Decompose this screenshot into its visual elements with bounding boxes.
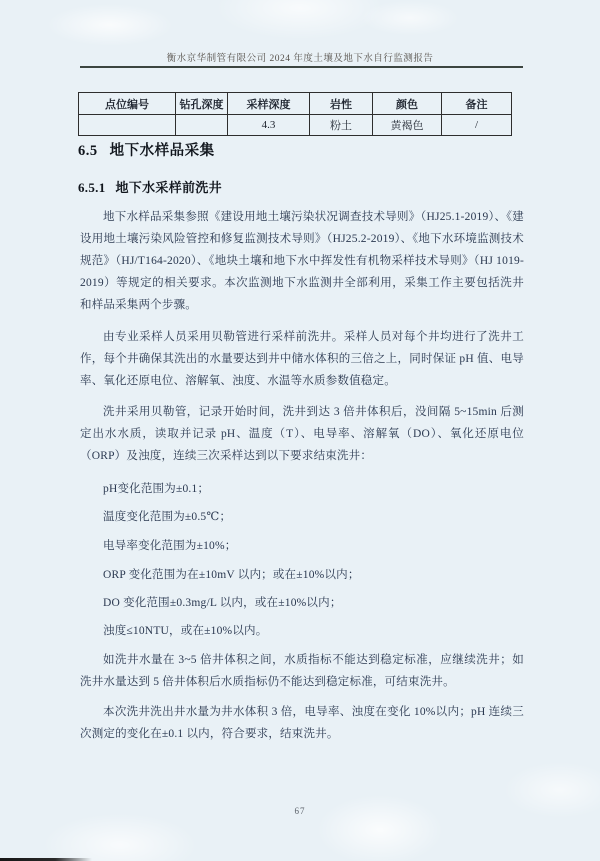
subsection-title: 地下水采样前洗井 — [115, 180, 222, 195]
table-row — [79, 115, 512, 136]
col-header-point-id: 点位编号 — [79, 93, 176, 115]
col-header-sample-depth: 采样深度 — [228, 93, 310, 115]
section-heading-6-5 — [78, 139, 215, 160]
criterion-turbidity: 浊度≤10NTU，或在±10%以内。 — [103, 625, 268, 637]
paragraph-standards-reference: 地下水样品采集参照《建设用地土壤污染状况调查技术导则》（HJ25.1-2019）、《建设用地土壤污染风险管控和修复监测技术导则》（HJ25.2-2019）、《地下水环境监测技术规范》（HJ/T164-2020）、《地块土壤和地下水中挥发性有机物采样技术导则》（HJ 1019-2019）等规定的相关要求。本次监测地下水监测井全部利用，采集工作主要包括洗井和样品采集两个步骤。 — [80, 211, 524, 311]
paragraph-purging-procedure: 洗井采用贝勒管，记录开始时间，洗井到达 3 倍井体积后，没间隔 5~15min 后测定出水水质，读取并记录 pH、温度（T）、电导率、溶解氧（DO）、氧化还原电位（ORP）及浊度，连续三次采样达到以下要求结束洗井： — [80, 406, 524, 462]
cell-color: 黄褐色 — [373, 115, 442, 136]
cell-lithology: 粉土 — [310, 115, 373, 136]
scan-edge-artifact — [0, 858, 92, 861]
col-header-lithology: 岩性 — [310, 93, 373, 115]
paragraph-purging-personnel: 由专业采样人员采用贝勒管进行采样前洗井。采样人员对每个井均进行了洗井工作，每个井确保其洗出的水量要达到井中储水体积的三倍之上，同时保证 pH 值、电导率、氧化还原电位、溶解氧、浊度、水温等水质参数值稳定。 — [80, 331, 524, 387]
sampling-info-table — [78, 92, 512, 136]
criterion-orp: ORP 变化范围为在±10mV 以内；或在±10%以内； — [103, 569, 360, 581]
criterion-conductivity: 电导率变化范围为±10%； — [103, 540, 237, 552]
page-header-title: 衡水京华制管有限公司 2024 年度土壤及地下水自行监测报告 — [166, 54, 434, 64]
cell-point-id — [79, 115, 176, 136]
col-header-remark: 备注 — [442, 93, 512, 115]
subsection-number: 6.5.1 — [78, 180, 106, 195]
cell-remark: / — [442, 115, 512, 136]
criterion-temperature: 温度变化范围为±0.5℃； — [103, 511, 232, 523]
col-header-color: 颜色 — [373, 93, 442, 115]
section-title: 地下水样品采集 — [109, 143, 215, 159]
section-heading-6-5-1 — [78, 177, 222, 196]
paragraph-purge-volume-rule: 如洗井水量在 3~5 倍井体积之间，水质指标不能达到稳定标准，应继续洗井；如洗井水量达到 5 倍井体积后水质指标仍不能达到稳定标准，可结束洗井。 — [80, 654, 524, 688]
criterion-do: DO 变化范围±0.3mg/L 以内，或在±10%以内； — [103, 597, 342, 609]
col-header-drill-depth: 钻孔深度 — [176, 93, 228, 115]
criterion-ph: pH变化范围为±0.1； — [103, 483, 210, 495]
paragraph-purge-result: 本次洗井洗出井水量为井水体积 3 倍，电导率、浊度在变化 10%以内；pH 连续三次测定的变化在±0.1 以内，符合要求，结束洗井。 — [80, 706, 524, 740]
cell-drill-depth — [176, 115, 228, 136]
header-divider — [80, 66, 523, 68]
table-header-row — [79, 93, 512, 115]
section-number: 6.5 — [78, 143, 98, 159]
cell-sample-depth: 4.3 — [228, 115, 310, 136]
page-number: 67 — [294, 806, 306, 816]
